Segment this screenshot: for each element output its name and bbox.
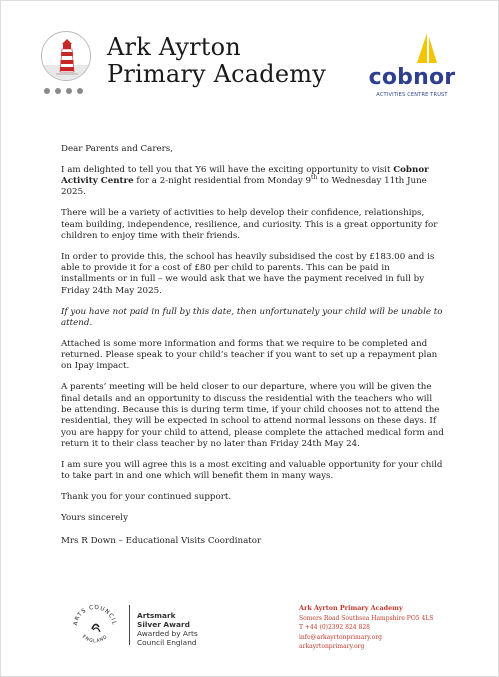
artsmark-awarded-by-2: Council England: [137, 638, 197, 647]
artsmark-level: Silver Award: [137, 620, 190, 629]
arts-council-logo-icon: [69, 599, 121, 651]
paragraph-8: Thank you for your continued support.: [61, 491, 232, 502]
address-phone: T +44 (0)2392 824 828: [299, 624, 370, 631]
school-name: [107, 34, 326, 88]
signature: Mrs R Down – Educational Visits Coordinator: [61, 536, 262, 547]
artsmark-awarded-by: Awarded by Arts: [137, 629, 198, 638]
paragraph-1: I am delighted to tell you that Y6 will have the exciting opportunity to visit Cobnor Activity Centre for a 2-night residential from Monday 9th to Wednesday 11th June 2025.: [61, 164, 429, 198]
paragraph-7: I am sure you will agree this is a most exciting and valuable opportunity for your child to take part in and one which will benefit them in many ways.: [61, 459, 443, 481]
svg-text:ENGLAND: ENGLAND: [80, 634, 110, 645]
paragraph-4: If you have not paid in full by this date, then unfortunately your child will be unable to attend.: [61, 306, 443, 328]
footer-divider: [129, 605, 130, 645]
paragraph-5: Attached is some more information and forms that we require to be completed and returned. Please speak to your child’s teacher if you want to set up a repayment plan on Ipay impact.: [61, 338, 438, 372]
cobnor-tagline: ACTIVITIES CENTRE TRUST: [376, 92, 448, 98]
lighthouse-logo-icon: [41, 31, 91, 81]
cobnor-logo: [357, 31, 467, 101]
closing: Yours sincerely: [61, 512, 128, 523]
school-name-line2: Primary Academy: [107, 60, 326, 88]
address-name: Ark Ayrton Primary Academy: [299, 604, 403, 612]
cobnor-wordmark: cobnor: [368, 65, 456, 90]
address-street: Somers Road Southsea Hampshire PO5 4LS: [299, 614, 434, 622]
logo-dots: [44, 88, 83, 94]
school-address: [299, 604, 433, 652]
sail-icon: [357, 31, 467, 67]
salutation: Dear Parents and Carers,: [61, 144, 174, 154]
artsmark-title: Artsmark: [137, 611, 176, 620]
letter-body: [61, 144, 445, 557]
paragraph-2: There will be a variety of activities to help develop their confidence, relationships, team building, independence, resilience, and curiosity. This is a great opportunity for children to enjoy time with their friends.: [61, 208, 438, 241]
svg-text:ARTS COUNCIL: ARTS COUNCIL: [72, 604, 117, 627]
address-email[interactable]: info@arkayrtonprimary.org: [299, 633, 383, 641]
paragraph-6: A parents’ meeting will be held closer to our departure, where you will be given the final details and an opportunity to discuss the residential with the teachers who will be attending. Because this is during term time, if your child chooses not to attend the residential, they will be expected in school to attend normal lessons on these days. If you are happy for your child to attend, please complete the attached medical form and return it to their class teacher by no later than Friday 24th May 24.: [61, 382, 444, 449]
artsmark-award: [137, 611, 198, 647]
school-name-line1: Ark Ayrton: [107, 33, 241, 61]
paragraph-3: In order to provide this, the school has heavily subsidised the cost by £183.00 and is able to provide it for a cost of £80 per child to parents. This can be paid in installments or in full – we would ask that we have the payment received in full by Friday 24th May 2025.: [61, 251, 435, 296]
address-website[interactable]: arkayrtonprimary.org: [299, 643, 365, 650]
